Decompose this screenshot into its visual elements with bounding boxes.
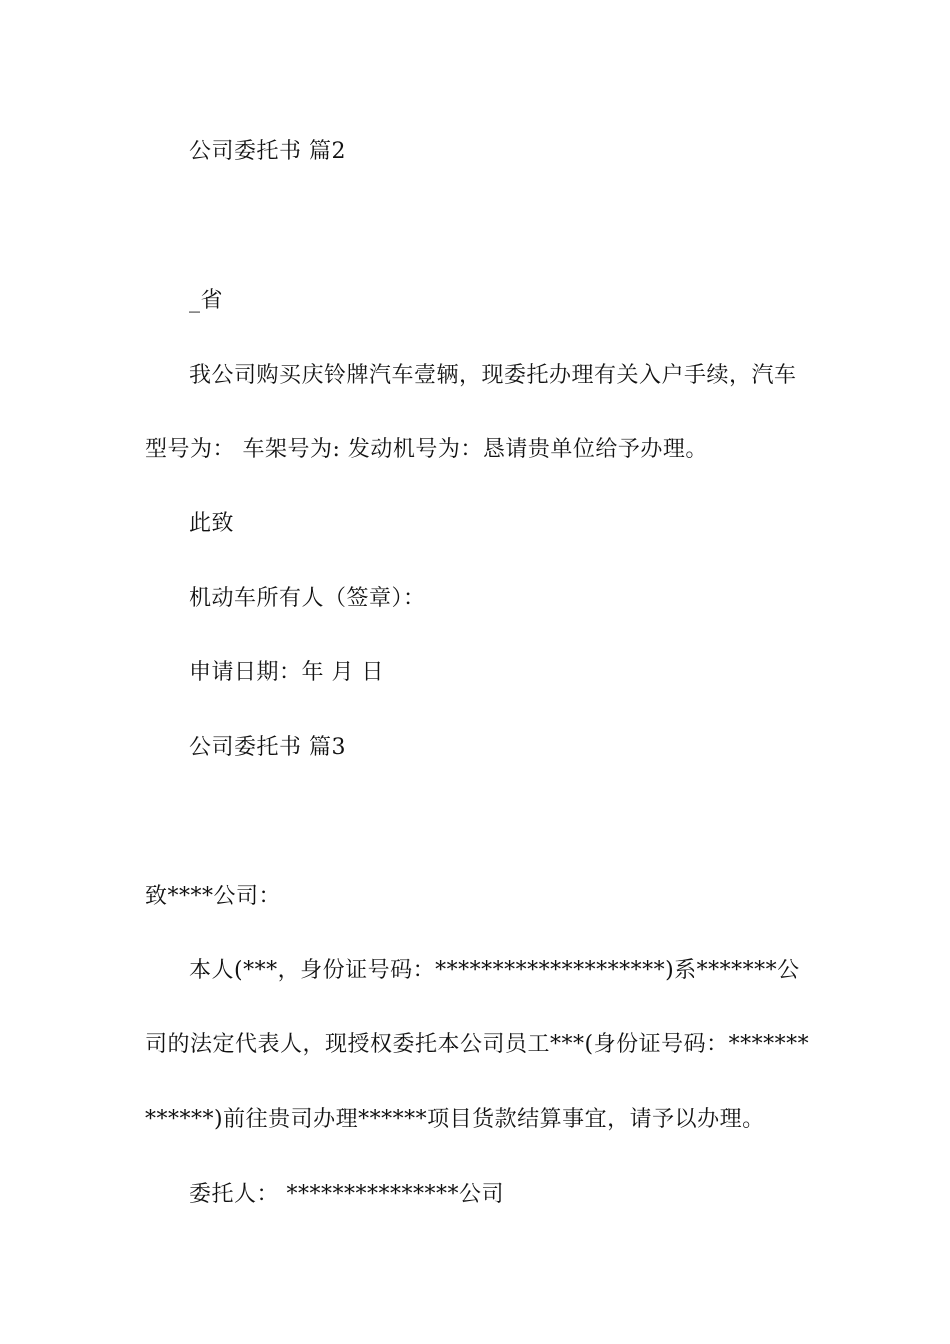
recipient-line: 致****公司：	[145, 884, 282, 909]
principal-line: 委托人： ***************公司	[189, 1182, 504, 1207]
paragraph-line: 本人(***，身份证号码：********************)系*******公	[189, 958, 800, 983]
province-line: _省	[189, 288, 224, 313]
paragraph-line: 司的法定代表人，现授权委托本公司员工***(身份证号码：*******	[145, 1032, 810, 1057]
paragraph-line: 我公司购买庆铃牌汽车壹辆，现委托办理有关入户手续，汽车	[189, 363, 797, 388]
owner-signature-line: 机动车所有人（签章）：	[189, 586, 426, 611]
section-heading: 公司委托书 篇2	[189, 139, 346, 164]
paragraph-line: ******)前往贵司办理******项目货款结算事宜，请予以办理。	[145, 1107, 765, 1132]
apply-date-line: 申请日期：年 月 日	[189, 660, 384, 685]
salutation: 此致	[189, 511, 235, 536]
section-heading: 公司委托书 篇3	[189, 735, 346, 760]
paragraph-line: 型号为： 车架号为: 发动机号为：恳请贵单位给予办理。	[145, 437, 708, 462]
